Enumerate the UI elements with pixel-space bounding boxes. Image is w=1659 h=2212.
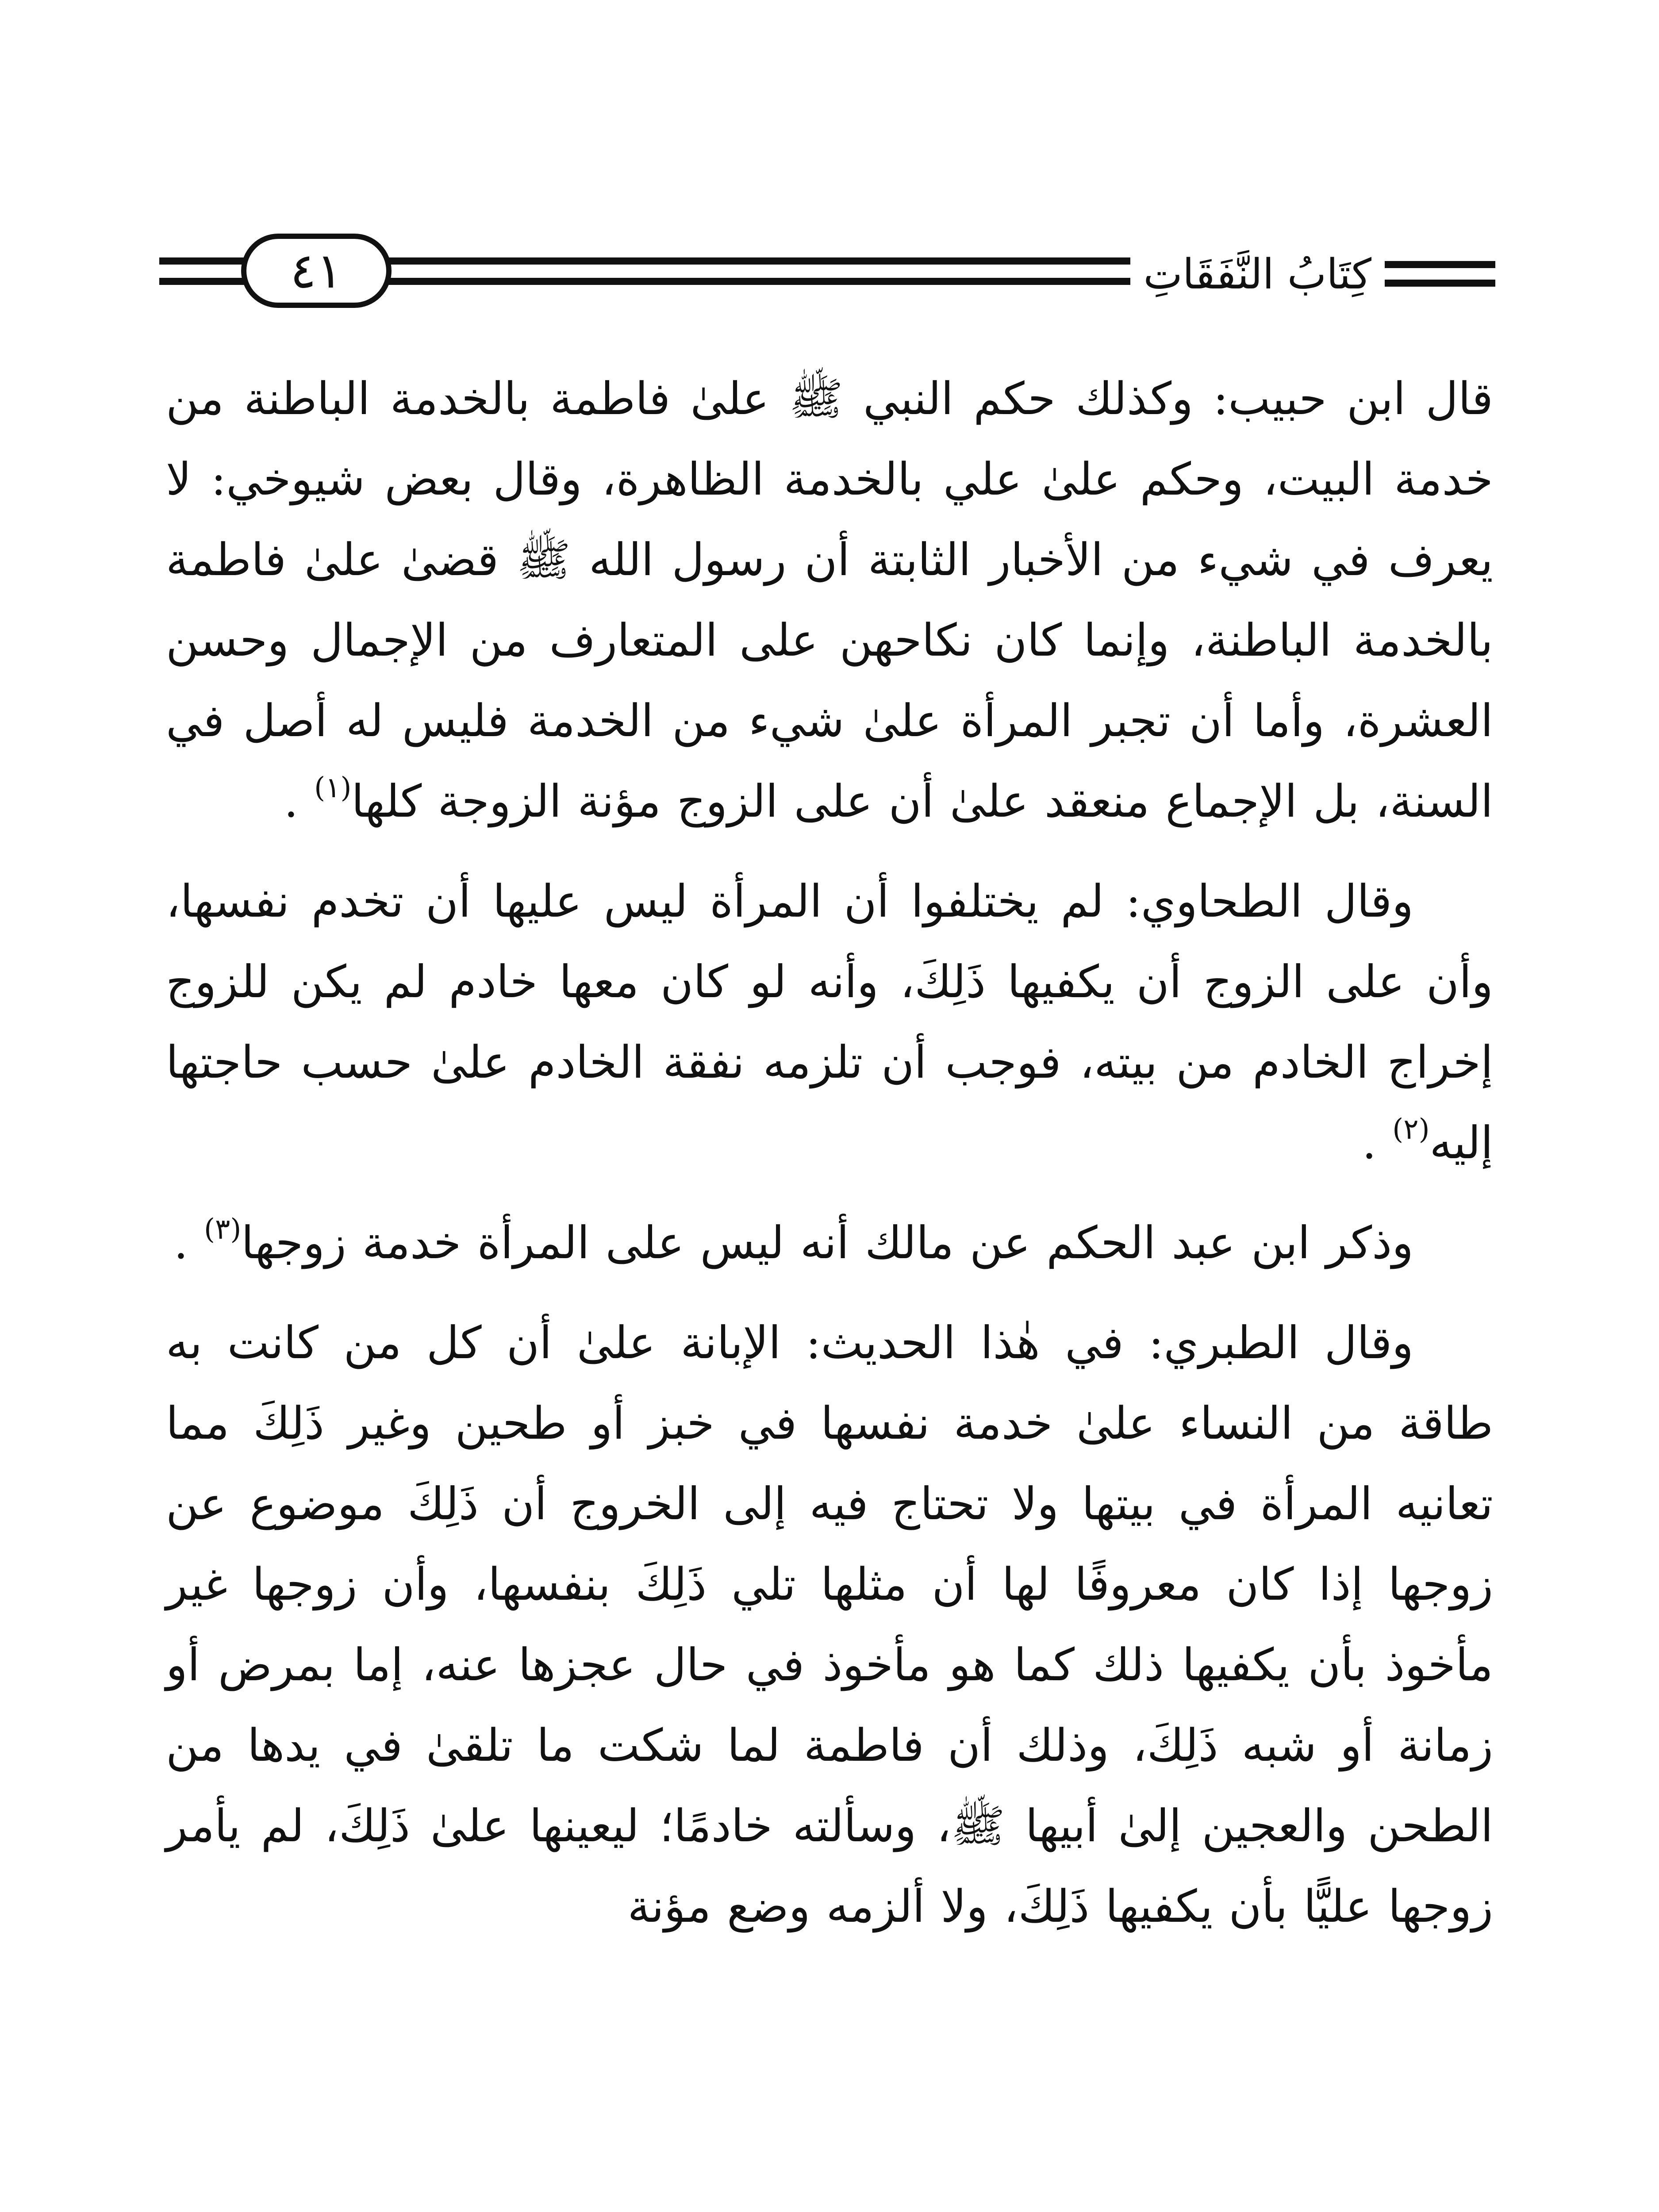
paragraph-1 <box>166 358 1493 841</box>
page-number: ٤١ <box>290 242 343 299</box>
paragraph-3 <box>166 1202 1493 1283</box>
paragraph-tail: . <box>173 1217 204 1269</box>
paragraph-tail: . <box>1362 1117 1393 1169</box>
footnote-ref-3: (٣) <box>204 1213 242 1246</box>
main-text <box>166 358 1493 1947</box>
page-number-badge <box>241 234 392 308</box>
paragraph-4 <box>166 1302 1493 1947</box>
paragraph-tail: . <box>284 775 315 827</box>
paragraph-text: وقال الطحاوي: لم يختلفوا أن المرأة ليس عليها أن تخدم نفسها، وأن على الزوج أن يكفيها ذَلِكَ، وأنه لو كان معها خادم لم يكن للزوج إخراج الخادم من بيته، فوجب أن تلزمه نفقة الخادم علىٰ حسب حاجتها إليه <box>166 875 1493 1169</box>
header-rule-middle-bottom <box>387 278 1166 285</box>
paragraph-text: وقال الطبري: في هٰذا الحديث: الإبانة علىٰ أن كل من كانت به طاقة من النساء علىٰ خدمة نفسها في خبز أو طحين وغير ذَلِكَ مما تعانيه المرأة في بيتها ولا تحتاج فيه إلى الخروج أن ذَلِكَ موضوع عن زوجها إذا كان معروفًا لها أن مثلها تلي ذَلِكَ بنفسها، وأن زوجها غير مأخوذ بأن يكفيها ذلك كما هو مأخوذ في حال عجزها عنه، إما بمرض أو زمانة أو شبه ذَلِكَ، وذلك أن فاطمة لما شكت ما تلقىٰ في يدها من الطحن والعجين إلىٰ أبيها ﷺ، وسألته خادمًا؛ ليعينها علىٰ ذَلِكَ، لم يأمر زوجها عليًّا بأن يكفيها ذَلِكَ، ولا ألزمه وضع مؤنة <box>166 1317 1493 1932</box>
header-rule-left-bottom <box>159 278 248 285</box>
book-title: كِتَابُ النَّفَقَاتِ <box>1130 250 1385 299</box>
footnote-ref-2: (٢) <box>1392 1113 1430 1146</box>
paragraph-text: وذكر ابن عبد الحكم عن مالك أنه ليس على المرأة خدمة زوجها <box>241 1217 1413 1269</box>
header-rule-middle-top <box>387 257 1166 265</box>
header-rule-left-top <box>159 257 248 265</box>
footnote-ref-1: (١) <box>314 772 352 804</box>
paragraph-2 <box>166 861 1493 1183</box>
paragraph-text: قال ابن حبيب: وكذلك حكم النبي ﷺ علىٰ فاطمة بالخدمة الباطنة من خدمة البيت، وحكم علىٰ علي بالخدمة الظاهرة، وقال بعض شيوخي: لا يعرف في شيء من الأخبار الثابتة أن رسول الله ﷺ قضىٰ علىٰ فاطمة بالخدمة الباطنة، وإنما كان نكاحهن على المتعارف من الإجمال وحسن العشرة، وأما أن تجبر المرأة علىٰ شيء من الخدمة فليس له أصل في السنة، بل الإجماع منعقد علىٰ أن على الزوج مؤنة الزوجة كلها <box>166 373 1493 827</box>
page-header <box>159 230 1495 319</box>
